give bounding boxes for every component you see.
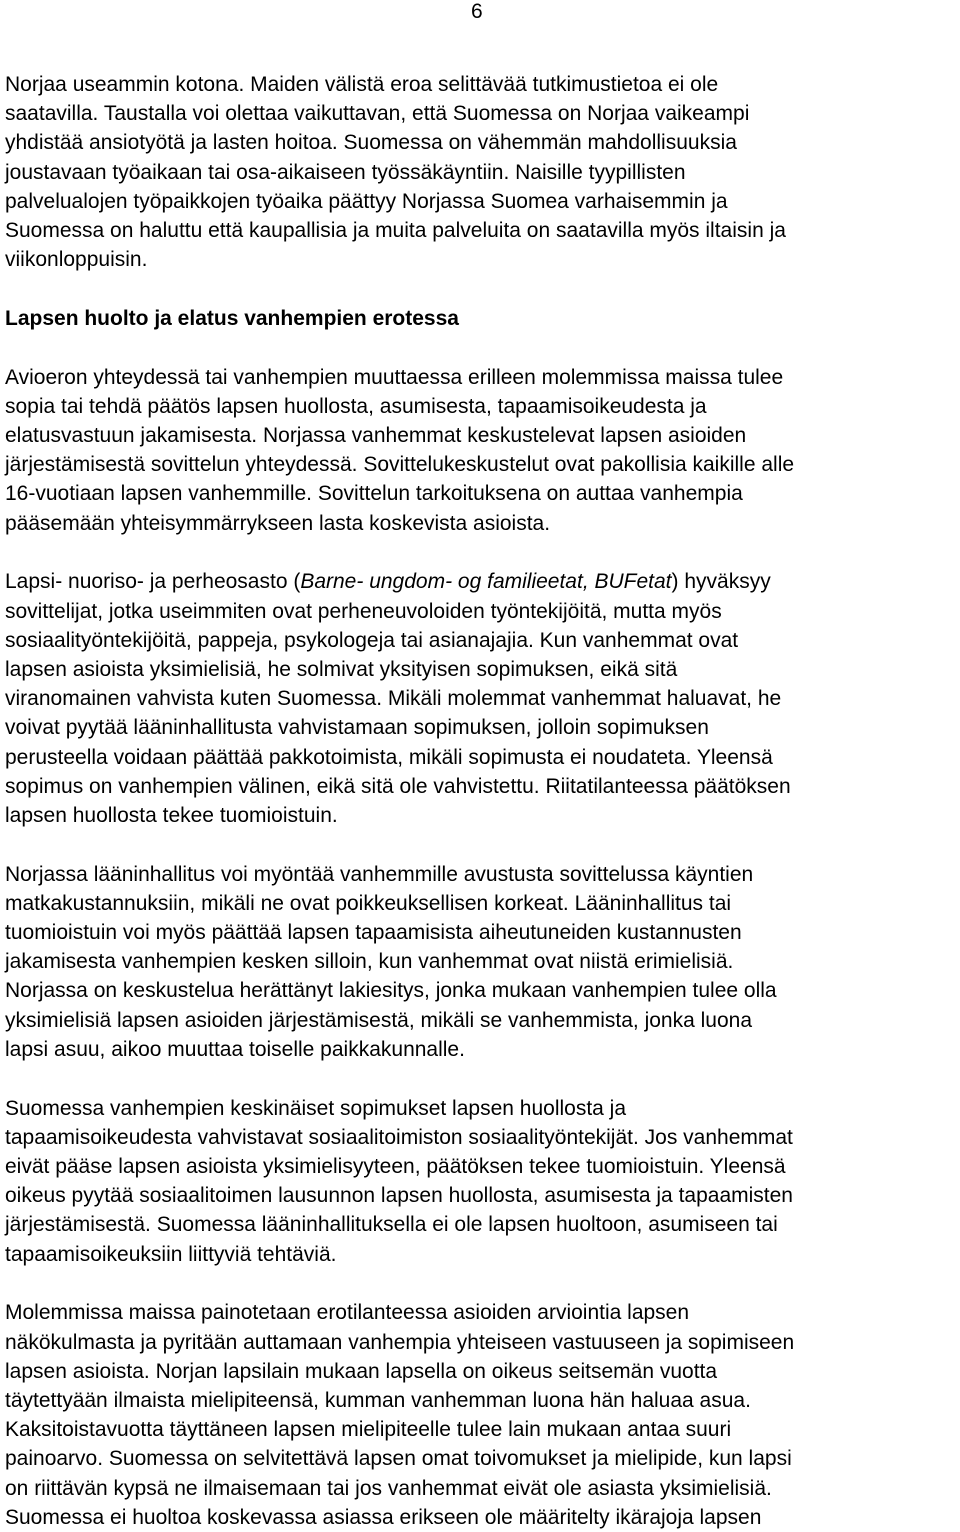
paragraph-child-perspective: Molemmissa maissa painotetaan erotilanteessa asioiden arviointia lapsen näkökulmasta ja pyritään auttamaan vanhempia yhteiseen vastuuseen ja sopimiseen lapsen asioista. Norjan lapsilain mukaan lapsella on oikeus seitsemän vuotta täytettyään ilmaista mielipiteensä, kumman vanhemman luona hän haluaa asua. Kaksitoistavuotta täyttäneen lapsen mielipiteelle tulee lain mukaan antaa suuri painoarvo. Suomessa on selvitettävä lapsen omat toivomukset ja mielipide, kun lapsi on riittävän kypsä ne ilmaisemaan tai jos vanhemmat eivät ole asiasta yksimielisiä. Suomessa ei huoltoa koskevassa asiassa erikseen ole määritelty ikärajoja lapsen [5,1301,795,1529]
paragraph-mediators [5,567,955,830]
mediators-text-end: ) hyväksyy sovittelijat, jotka useimmiten ovat perheneuvoloiden työntekijöitä, mutta myös sosiaalityöntekijöitä, pappeja, psykologeja tai asianajajia. Kun vanhemmat ovat lapsen asioista yksimielisiä, he solmivat yksityisen sopimuksen, eikä sitä viranomainen vahvista kuten Suomessa. Mikäli molemmat vanhemmat haluavat, he voivat pyytää lääninhallitusta vahvistamaan sopimuksen, jolloin sopimuksen perusteella voidaan päättää pakkotoimista, mikäli sopimusta ei noudateta. Yleensä sopimus on vanhempien välinen, eikä sitä ole vahvistettu. Riitatilanteessa päätöksen lapsen huollosta tekee tuomioistuin. [5,570,791,827]
section-heading: Lapsen huolto ja elatus vanhempien erotessa [5,306,459,330]
paragraph-childcare-comparison: Norjaa useammin kotona. Maiden välistä eroa selittävää tutkimustietoa ei ole saatavilla. Taustalla voi olettaa vaikuttavan, että Suomessa on Norjaa vaikeampi yhdistää ansiotyötä ja lasten hoitoa. Suomessa on vähemmän mahdollisuuksia joustavaan työaikaan tai osa-aikaiseen työssäkäyntiin. Naisille tyypillisten palvelualojen työpaikkojen työaika päättyy Norjassa Suomea varhaisemmin ja Suomessa on haluttu että kaupallisia ja muita palveluita on saatavilla myös iltaisin ja viikonloppuisin. [5,73,786,272]
paragraph-county-support: Norjassa lääninhallitus voi myöntää vanhemmille avustusta sovittelussa käyntien matkakustannuksiin, mikäli ne ovat poikkeuksellisen korkeat. Lääninhallitus tai tuomioistuin voi myös päättää lapsen tapaamisista aiheutuneiden kustannusten jakamisesta vanhempien kesken silloin, kun vanhemmat ovat niistä erimielisiä. Norjassa on keskustelua herättänyt lakiesitys, jonka mukaan vanhempien tulee olla yksimielisiä lapsen asioiden järjestämisestä, mikäli se vanhemmista, jonka luona lapsi asuu, aikoo muuttaa toiselle paikkakunnalle. [5,862,777,1061]
mediators-text-start: Lapsi- nuoriso- ja perheosasto ( [5,570,301,594]
paragraph-finland-agreements: Suomessa vanhempien keskinäiset sopimukset lapsen huollosta ja tapaamisoikeudesta vahvistavat sosiaalitoimiston sosiaalityöntekijät. Jos vanhemmat eivät pääse lapsen asioista yksimielisyyteen, päätöksen tekee tuomioistuin. Yleensä oikeus pyytää sosiaalitoimen lausunnon lapsen huollosta, asumisesta ja tapaamisten järjestämisestä. Suomessa lääninhallituksella ei ole lapsen huoltoon, asumiseen tai tapaamisoikeuksiin liittyviä tehtäviä. [5,1096,793,1266]
paragraph-divorce-agreements: Avioeron yhteydessä tai vanhempien muuttaessa erilleen molemmissa maissa tulee sopia tai tehdä päätös lapsen huollosta, asumisesta, tapaamisoikeudesta ja elatusvastuun jakamisesta. Norjassa vanhemmat keskustelevat lapsen asioiden järjestämisestä sovittelun yhteydessä. Sovittelukeskustelut ovat pakollisia kaikille alle 16-vuotiaan lapsen vanhemmille. Sovittelun tarkoituksena on auttaa vanhempia pääsemään yhteisymmärrykseen lasta koskevista asioista. [5,365,795,535]
document-body [5,70,955,1532]
agency-name-italic: Barne- ungdom- og familieetat, BUFetat [300,570,672,594]
page-number: 6 [471,0,483,23]
